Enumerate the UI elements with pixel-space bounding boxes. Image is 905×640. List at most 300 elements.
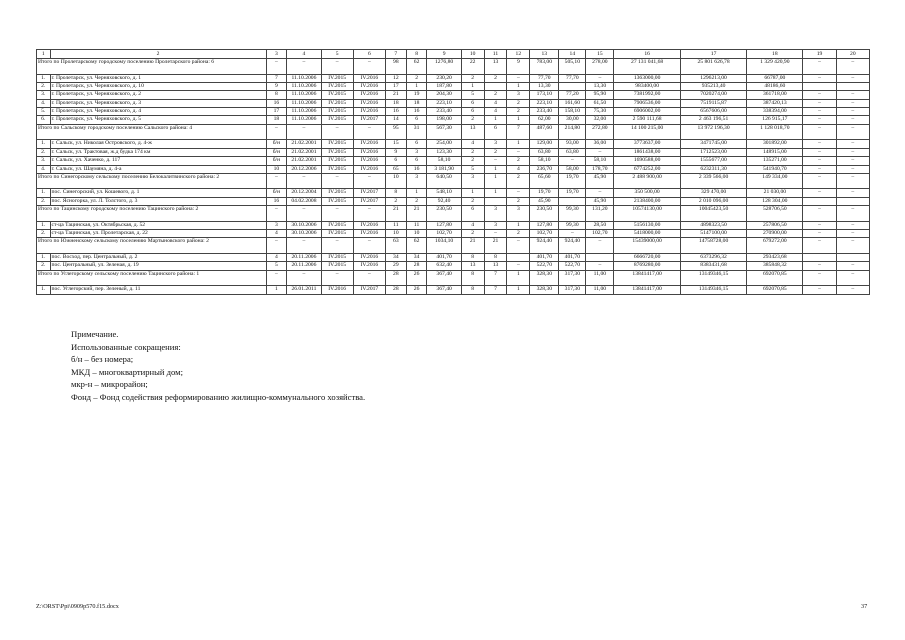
summary-cell: –	[803, 173, 836, 189]
row-number-cell: 4.	[37, 165, 51, 173]
table-cell: 10	[385, 230, 406, 238]
summary-cell: 1 329 420,90	[747, 59, 803, 75]
table-cell: 8769280,00	[614, 262, 680, 270]
table-row	[37, 99, 870, 107]
column-number-cell: 2	[50, 50, 266, 59]
address-cell: г. Сальск, ул. Шаумяна, д. 4-а	[50, 165, 266, 173]
table-cell: 4	[484, 108, 507, 116]
table-cell: 62,00	[530, 116, 559, 124]
summary-cell: 230,50	[530, 206, 559, 222]
table-cell: 16	[266, 197, 287, 205]
summary-cell: 328,30	[530, 270, 559, 286]
summary-cell: 924,40	[559, 238, 586, 254]
address-cell: г. Сальск, ул. Трактовая, ж.д будка 174 км	[50, 148, 266, 156]
table-cell: 3	[484, 221, 507, 229]
table-cell: 6	[385, 157, 406, 165]
table-cell: 21.02.2001	[287, 148, 321, 156]
address-cell: пос. Восход, пер. Центральный, д. 2	[50, 253, 266, 261]
table-cell: 15	[385, 140, 406, 148]
summary-cell: –	[321, 59, 353, 75]
table-cell: 2	[484, 148, 507, 156]
table-cell: –	[586, 262, 614, 270]
table-cell: 11.10.2006	[287, 116, 321, 124]
table-cell: 173,10	[530, 91, 559, 99]
table-cell: –	[803, 189, 836, 197]
table-cell: IV.2016	[353, 221, 385, 229]
table-row	[37, 197, 870, 205]
column-number-cell: 1	[37, 50, 51, 59]
table-cell: 127,80	[427, 221, 461, 229]
table-cell	[803, 253, 836, 261]
table-cell: 16	[406, 108, 427, 116]
table-cell: 13	[461, 262, 484, 270]
table-cell: 11	[385, 221, 406, 229]
table-cell: 5147100,00	[680, 230, 746, 238]
table-cell: 6774252,00	[614, 165, 680, 173]
table-row	[37, 91, 870, 99]
row-number-cell: 1.	[37, 286, 51, 294]
column-number-cell: 15	[586, 50, 614, 59]
table-cell: 19,70	[530, 189, 559, 197]
column-number-cell: 18	[747, 50, 803, 59]
summary-cell: 13841417,00	[614, 270, 680, 286]
table-cell: IV.2015	[321, 91, 353, 99]
table-cell: 77,70	[559, 74, 586, 82]
table-cell: 13	[484, 262, 507, 270]
summary-cell: 95	[385, 124, 406, 140]
table-cell: 3773637,00	[614, 140, 680, 148]
summary-cell: –	[287, 270, 321, 286]
table-cell: –	[507, 189, 530, 197]
summary-cell: 278,00	[586, 59, 614, 75]
table-cell: 58,10	[586, 157, 614, 165]
table-cell: 11.10.2006	[287, 99, 321, 107]
table-cell: 4	[266, 230, 287, 238]
table-cell: –	[507, 148, 530, 156]
notes-block	[71, 328, 365, 404]
table-cell: 2	[461, 157, 484, 165]
summary-cell: –	[507, 238, 530, 254]
address-cell: г. Пролетарск, ул. Черняховского, д. 3	[50, 99, 266, 107]
summary-cell: 505,10	[559, 59, 586, 75]
summary-cell: –	[266, 238, 287, 254]
table-cell: 401,70	[427, 253, 461, 261]
table-cell: 8	[461, 253, 484, 261]
table-cell: 28,50	[586, 221, 614, 229]
table-cell: 5418000,00	[614, 230, 680, 238]
table-cell: 548,10	[427, 189, 461, 197]
table-cell: IV.2015	[321, 140, 353, 148]
table-cell: 7519115,87	[680, 99, 746, 107]
table-cell: IV.2016	[353, 165, 385, 173]
table-cell: 5156130,00	[614, 221, 680, 229]
summary-cell: –	[353, 238, 385, 254]
table-row	[37, 116, 870, 124]
group-summary-title: Итого по Южненскому сельскому поселению Мартыновского района: 2	[37, 238, 267, 254]
summary-cell: 692070,85	[747, 270, 803, 286]
table-cell: 2138400,00	[614, 197, 680, 205]
table-cell: –	[803, 91, 836, 99]
table-cell: IV.2016	[353, 108, 385, 116]
summary-cell: 10	[385, 173, 406, 189]
column-number-cell: 16	[614, 50, 680, 59]
table-cell: IV.2015	[321, 157, 353, 165]
summary-cell: 10045423,50	[680, 206, 746, 222]
table-row	[37, 140, 870, 148]
table-cell: 2	[461, 148, 484, 156]
table-cell: –	[586, 189, 614, 197]
table-body	[37, 50, 870, 295]
group-summary-title: Итого по Углегорскому сельскому поселению Тацинского района: 1	[37, 270, 267, 286]
summary-cell: 1276,80	[427, 59, 461, 75]
table-cell: 204,30	[427, 91, 461, 99]
table-cell: 48186,60	[747, 82, 803, 90]
table-cell: 3 181,90	[427, 165, 461, 173]
table-cell: 233,40	[427, 108, 461, 116]
table-cell: 692070,85	[747, 286, 803, 294]
table-cell: IV.2017	[353, 286, 385, 294]
table-cell: 102,70	[530, 230, 559, 238]
table-cell: –	[559, 230, 586, 238]
table-cell: IV.2015	[321, 82, 353, 90]
table-cell: –	[803, 230, 836, 238]
table-cell: 6567606,00	[680, 108, 746, 116]
table-cell: –	[836, 230, 869, 238]
table-cell: 18	[266, 116, 287, 124]
table-cell: 522,70	[559, 262, 586, 270]
table-row	[37, 148, 870, 156]
address-cell: г. Пролетарск, ул. Черняховского, д. 1	[50, 74, 266, 82]
table-cell: 19,70	[559, 189, 586, 197]
row-number-cell: 5.	[37, 108, 51, 116]
summary-cell: –	[287, 206, 321, 222]
table-row	[37, 165, 870, 173]
row-number-cell: 6.	[37, 116, 51, 124]
table-cell: 223,10	[530, 99, 559, 107]
table-cell: 7	[484, 286, 507, 294]
table-cell: 7906536,00	[614, 99, 680, 107]
table-cell: IV.2016	[353, 253, 385, 261]
table-cell: 5	[461, 91, 484, 99]
table-cell: –	[836, 91, 869, 99]
table-cell: 20.11.2006	[287, 253, 321, 261]
column-number-cell: 6	[353, 50, 385, 59]
summary-cell: –	[287, 124, 321, 140]
table-cell: 1	[406, 82, 427, 90]
table-cell: 6	[461, 108, 484, 116]
table-cell: IV.2015	[321, 262, 353, 270]
table-cell: –	[836, 165, 869, 173]
summary-cell: –	[353, 206, 385, 222]
table-cell: IV.2015	[321, 197, 353, 205]
summary-cell: 28	[385, 270, 406, 286]
summary-cell: –	[803, 206, 836, 222]
table-cell: 58,10	[530, 157, 559, 165]
table-cell: 16	[266, 99, 287, 107]
row-number-cell: 2.	[37, 262, 51, 270]
summary-cell: –	[353, 124, 385, 140]
table-cell: IV.2016	[353, 148, 385, 156]
table-cell: 223,10	[427, 99, 461, 107]
summary-cell: –	[586, 238, 614, 254]
table-cell: 93,00	[559, 140, 586, 148]
summary-cell: 27 131 041,68	[614, 59, 680, 75]
table-cell: –	[836, 157, 869, 165]
summary-cell: –	[266, 124, 287, 140]
table-cell	[507, 253, 530, 261]
table-cell: 11.10.2006	[287, 74, 321, 82]
summary-cell: 783,00	[530, 59, 559, 75]
table-cell: 329 470,00	[680, 189, 746, 197]
summary-cell: 1	[484, 173, 507, 189]
table-cell: 1296213,00	[680, 74, 746, 82]
table-cell: 10	[266, 165, 287, 173]
table-cell: 11.10.2006	[287, 82, 321, 90]
table-cell: 26	[406, 286, 427, 294]
table-cell: IV.2016	[353, 99, 385, 107]
table-cell: 1690588,00	[614, 157, 680, 165]
group-summary-title: Итого по Пролетарскому городскому поселению Пролетарского района: 6	[37, 59, 267, 75]
table-cell: 102,70	[427, 230, 461, 238]
summary-cell: –	[287, 59, 321, 75]
table-cell: –	[586, 148, 614, 156]
summary-cell: –	[321, 270, 353, 286]
summary-cell: 9	[507, 59, 530, 75]
table-cell: 6232311,30	[680, 165, 746, 173]
table-cell: 4	[461, 221, 484, 229]
summary-cell: 7	[484, 270, 507, 286]
table-cell: 8383431,68	[680, 262, 746, 270]
table-cell: 1	[507, 221, 530, 229]
table-cell: 2	[507, 99, 530, 107]
note-abbr-bn: б/н – без номера;	[71, 354, 134, 365]
table-cell: 29	[385, 262, 406, 270]
summary-cell: 65,60	[530, 173, 559, 189]
notes-heading: Примечание.	[71, 329, 119, 339]
table-cell: 350 500,00	[614, 189, 680, 197]
summary-cell: 6	[484, 124, 507, 140]
group-summary-row	[37, 238, 870, 254]
table-cell: 128 304,00	[747, 197, 803, 205]
table-cell: 20.11.2006	[287, 262, 321, 270]
footer-page-number: 37	[861, 603, 868, 610]
summary-cell: 99,30	[559, 206, 586, 222]
summary-cell: –	[321, 206, 353, 222]
table-cell: 77,20	[559, 91, 586, 99]
table-cell: –	[836, 140, 869, 148]
table-cell: 126 915,17	[747, 116, 803, 124]
summary-cell: 6	[461, 206, 484, 222]
table-row	[37, 74, 870, 82]
row-number-cell: 2.	[37, 197, 51, 205]
table-cell: 1	[484, 116, 507, 124]
table-cell: 2	[507, 157, 530, 165]
table-cell: 12	[385, 74, 406, 82]
summary-cell: 1	[507, 270, 530, 286]
address-cell: пос. Центральный, ул. Зеленая, д. 19	[50, 262, 266, 270]
table-cell: 1	[484, 165, 507, 173]
summary-cell: 21	[385, 206, 406, 222]
table-cell: 2	[406, 74, 427, 82]
table-cell: 34	[385, 253, 406, 261]
column-number-cell: 5	[321, 50, 353, 59]
table-cell: 1	[507, 82, 530, 90]
table-cell: 135271,00	[747, 157, 803, 165]
summary-cell: 98	[385, 59, 406, 75]
summary-cell: 230,50	[427, 206, 461, 222]
table-cell: IV.2015	[321, 108, 353, 116]
summary-cell: 22	[461, 59, 484, 75]
table-cell: 1	[507, 116, 530, 124]
note-abbr-fond: Фонд – Фонд содействия реформированию жилищно-коммунального хозяйства.	[71, 391, 366, 402]
table-cell: 6	[406, 157, 427, 165]
table-cell: 5	[266, 262, 287, 270]
summary-cell: 62	[406, 238, 427, 254]
summary-cell: 3	[484, 206, 507, 222]
table-row	[37, 221, 870, 229]
table-cell: 6	[461, 99, 484, 107]
table-cell: 75,30	[586, 108, 614, 116]
table-cell: 21.02.2001	[287, 140, 321, 148]
table-cell: –	[803, 99, 836, 107]
summary-cell: 21	[406, 206, 427, 222]
table-cell: –	[836, 116, 869, 124]
table-cell: б/н	[266, 189, 287, 197]
table-cell: 8	[461, 286, 484, 294]
table-cell	[836, 197, 869, 205]
table-cell: 58,10	[427, 157, 461, 165]
summary-cell: 487,60	[530, 124, 559, 140]
summary-cell: 1034,10	[427, 238, 461, 254]
table-cell: –	[803, 157, 836, 165]
summary-cell: –	[266, 206, 287, 222]
table-cell: 20.12.2006	[287, 165, 321, 173]
table-cell: 6666720,00	[614, 253, 680, 261]
table-cell: 1	[484, 189, 507, 197]
table-row	[37, 189, 870, 197]
table-cell: 13149346,15	[680, 286, 746, 294]
table-cell: –	[484, 230, 507, 238]
table-cell: 32,00	[586, 116, 614, 124]
summary-cell: 13	[484, 59, 507, 75]
table-cell: 17	[385, 82, 406, 90]
table-cell: 2	[507, 108, 530, 116]
table-cell: 1861438,00	[614, 148, 680, 156]
table-cell: 338394,00	[747, 108, 803, 116]
table-cell: 95,90	[586, 91, 614, 99]
housing-register-table	[36, 49, 870, 295]
table-cell: 257806,50	[747, 221, 803, 229]
summary-cell: 149 334,00	[747, 173, 803, 189]
table-row	[37, 108, 870, 116]
table-cell: 58,00	[559, 165, 586, 173]
column-number-cell: 8	[406, 50, 427, 59]
table-cell: 65	[385, 165, 406, 173]
summary-cell: 21	[484, 238, 507, 254]
table-cell: –	[836, 262, 869, 270]
summary-cell: 2	[507, 173, 530, 189]
table-cell: 1555677,00	[680, 157, 746, 165]
table-cell: –	[836, 148, 869, 156]
table-cell: 2	[507, 230, 530, 238]
table-cell: 17	[266, 108, 287, 116]
summary-cell: –	[321, 238, 353, 254]
table-cell: –	[836, 189, 869, 197]
address-cell: г. Пролетарск, ул. Черняховского, д. 5	[50, 116, 266, 124]
summary-cell: 3	[406, 173, 427, 189]
table-cell: 92,40	[427, 197, 461, 205]
table-cell: IV.2015	[321, 253, 353, 261]
table-cell: 301892,00	[747, 140, 803, 148]
table-cell: 13,30	[530, 82, 559, 90]
table-row	[37, 253, 870, 261]
table-cell: 99,30	[559, 221, 586, 229]
column-number-cell: 12	[507, 50, 530, 59]
table-cell: 21.02.2001	[287, 157, 321, 165]
row-number-cell: 4.	[37, 99, 51, 107]
table-cell: 5	[461, 165, 484, 173]
address-cell: ст-ца Тацинская, ул. Пролетарская, д. 22	[50, 230, 266, 238]
table-row	[37, 286, 870, 294]
table-cell: 1	[461, 189, 484, 197]
summary-cell: 367,40	[427, 270, 461, 286]
table-cell: 4	[484, 99, 507, 107]
table-cell: 317,30	[559, 286, 586, 294]
table-cell: 198,00	[427, 116, 461, 124]
summary-cell: 7	[507, 124, 530, 140]
summary-cell: 214,80	[559, 124, 586, 140]
summary-cell: –	[266, 173, 287, 189]
row-number-cell: 3.	[37, 91, 51, 99]
table-cell: –	[803, 74, 836, 82]
group-summary-title: Итого по Тацинскому городскому поселению Тацинского района: 2	[37, 206, 267, 222]
table-cell: IV.2016	[353, 74, 385, 82]
table-cell: 66787,00	[747, 74, 803, 82]
summary-cell: 13	[461, 124, 484, 140]
table-cell: –	[836, 108, 869, 116]
table-cell: –	[836, 99, 869, 107]
table-row	[37, 157, 870, 165]
table-cell: IV.2016	[353, 262, 385, 270]
table-cell: –	[803, 262, 836, 270]
table-cell: б/н	[266, 148, 287, 156]
table-cell: IV.2015	[321, 74, 353, 82]
table-row	[37, 82, 870, 90]
table-cell: 63,80	[530, 148, 559, 156]
table-cell: –	[507, 74, 530, 82]
column-number-cell: 14	[559, 50, 586, 59]
table-cell: 1363000,00	[614, 74, 680, 82]
summary-cell: –	[836, 238, 869, 254]
table-cell: 30.10.2006	[287, 221, 321, 229]
summary-cell: –	[803, 270, 836, 286]
table-cell: 3	[406, 148, 427, 156]
table-cell: 935213,40	[680, 82, 746, 90]
table-cell: 45,90	[530, 197, 559, 205]
column-number-cell: 19	[803, 50, 836, 59]
summary-cell: 19,70	[559, 173, 586, 189]
row-number-cell: 1.	[37, 140, 51, 148]
table-cell: 367,40	[427, 286, 461, 294]
summary-cell: –	[321, 173, 353, 189]
column-number-cell: 3	[266, 50, 287, 59]
table-cell: 1	[507, 286, 530, 294]
table-cell: 270900,00	[747, 230, 803, 238]
table-cell: 9	[385, 148, 406, 156]
table-cell: 11.10.2006	[287, 91, 321, 99]
table-cell: 401,70	[559, 253, 586, 261]
table-cell: 16	[406, 165, 427, 173]
